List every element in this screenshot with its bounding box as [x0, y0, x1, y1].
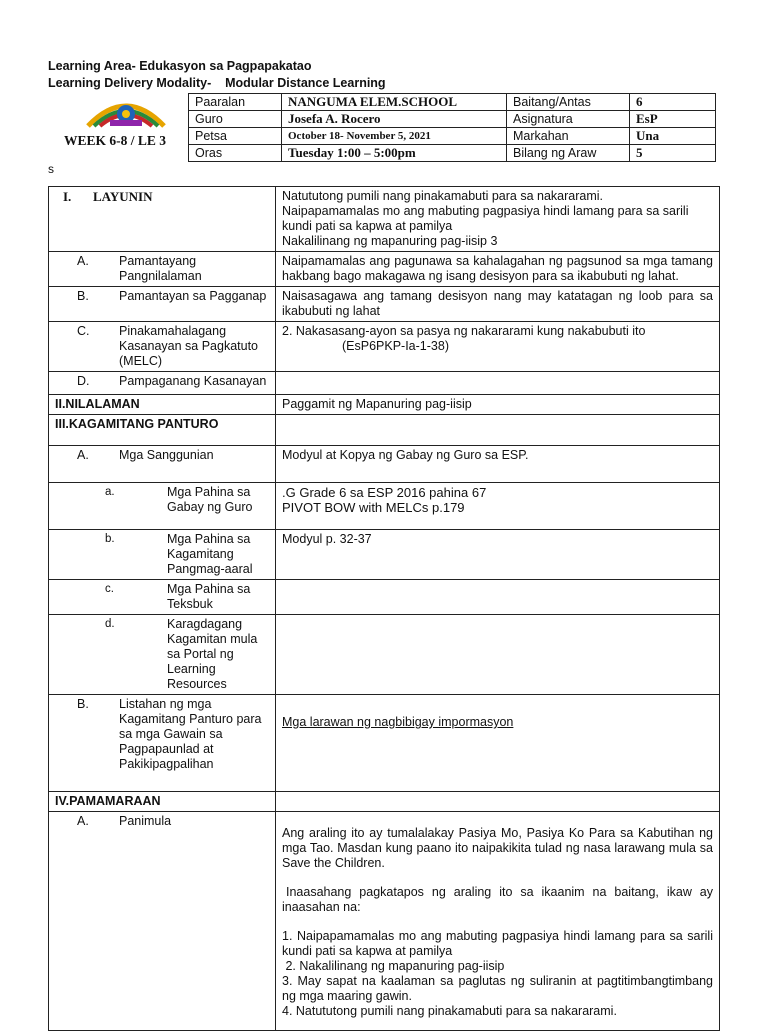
pamamaraan-title: IV.PAMAMARAAN — [49, 792, 276, 812]
melc-key: C. — [77, 324, 90, 338]
row-layunin — [49, 187, 720, 252]
learning-area-heading: Learning Area- Edukasyon sa Pagpapakatao — [48, 59, 312, 73]
value-paaralan: NANGUMA ELEM.SCHOOL — [282, 94, 507, 111]
pampaganang-key: D. — [77, 374, 90, 388]
label-paaralan: Paaralan — [189, 94, 282, 111]
layunin-line-1: Natututong pumili nang pinakamabuti para sa nakararami. — [282, 189, 604, 203]
row-nilalaman — [49, 395, 720, 415]
lesson-plan-table — [48, 186, 720, 1031]
stray-character: s — [48, 162, 54, 176]
pagganap-label: Pamantayan sa Pagganap — [119, 289, 267, 303]
panimula-label: Panimula — [119, 814, 172, 828]
row-sanggunian — [49, 446, 720, 483]
nilalaman-value: Paggamit ng Mapanuring pag-iisip — [276, 395, 720, 415]
listahan-label: Listahan ng mga Kagamitang Panturo para sa mga Gawain sa Pagpapaunlad at Pakikipagpalihan — [119, 697, 262, 771]
pagganap-key: B. — [77, 289, 89, 303]
portal-label: Karagdagang Kagamitan mula sa Portal ng Learning Resources — [167, 617, 258, 691]
label-bilang: Bilang ng Araw — [507, 145, 630, 162]
pangnilalaman-value: Naipamamalas ang pagunawa sa kahalagahan ng pagsunod sa mga tamang hakbang bago makagawa ng isang desisyon para sa ikabubuti ng lahat. — [276, 252, 720, 287]
pangmag-aaral-label: Mga Pahina sa Kagamitang Pangmag-aaral — [167, 532, 253, 576]
row-pamantayang-pangnilalaman — [49, 252, 720, 287]
panimula-list-item-1: 1. Naipapamamalas mo ang mabuting pagpasiya hindi lamang para sa sarili kundi pati sa kapwa at pamilya — [282, 929, 713, 958]
pagganap-value: Naisasagawa ang tamang desisyon nang may katatagan ng loob para sa ikabubuti ng lahat — [276, 287, 720, 322]
pangmag-aaral-value: Modyul p. 32-37 — [276, 530, 720, 580]
label-asignatura: Asignatura — [507, 111, 630, 128]
row-portal — [49, 615, 720, 695]
gabay-key: a. — [105, 486, 115, 498]
teksbuk-key: c. — [105, 583, 114, 595]
row-panimula — [49, 812, 720, 1031]
value-guro: Josefa A. Rocero — [282, 111, 507, 128]
week-label: WEEK 6-8 / LE 3 — [64, 133, 167, 148]
pampaganang-label: Pampaganang Kasanayan — [119, 374, 267, 388]
panimula-list-item-4: 4. Natututong pumili nang pinakamabuti para sa nakararami. — [282, 1004, 617, 1018]
layunin-title: LAYUNIN — [93, 189, 153, 204]
listahan-key: B. — [77, 697, 89, 711]
sanggunian-key: A. — [77, 448, 89, 462]
row-pamamaraan — [49, 792, 720, 812]
layunin-number: I. — [63, 189, 72, 204]
row-listahan — [49, 695, 720, 792]
info-row-paaralan — [189, 94, 716, 111]
label-baitang: Baitang/Antas — [507, 94, 630, 111]
info-row-oras — [189, 145, 716, 162]
row-pamantayan-pagganap — [49, 287, 720, 322]
value-asignatura: EsP — [630, 111, 716, 128]
label-petsa: Petsa — [189, 128, 282, 145]
sanggunian-label: Mga Sanggunian — [119, 448, 214, 462]
panimula-paragraph-1: Ang araling ito ay tumalalakay Pasiya Mo, Pasiya Ko Para sa Kabutihan ng mga Tao. Masdan kung paano ito naipakikita tulad ng nasa larawang mula sa Save the Children. — [282, 826, 713, 870]
delivery-modality-heading: Learning Delivery Modality- Modular Distance Learning — [48, 76, 386, 90]
row-pampaganang — [49, 372, 720, 395]
info-row-petsa — [189, 128, 716, 145]
sanggunian-value: Modyul at Kopya ng Gabay ng Guro sa ESP. — [276, 446, 720, 483]
teksbuk-value — [276, 580, 720, 615]
row-kagamitang-pangmag-aaral — [49, 530, 720, 580]
value-oras: Tuesday 1:00 – 5:00pm — [282, 145, 507, 162]
label-markahan: Markahan — [507, 128, 630, 145]
row-kagamitan — [49, 415, 720, 446]
value-petsa: October 18- November 5, 2021 — [282, 128, 507, 145]
teksbuk-label: Mga Pahina sa Teksbuk — [167, 582, 251, 611]
deped-logo-icon — [84, 92, 168, 130]
school-info-table — [188, 93, 716, 162]
layunin-line-3: Nakalilinang ng mapanuring pag-iisip 3 — [282, 234, 498, 248]
kagamitan-title: III.KAGAMITANG PANTURO — [49, 415, 276, 446]
panimula-key: A. — [77, 814, 89, 828]
pangmag-aaral-key: b. — [105, 533, 115, 545]
portal-value — [276, 615, 720, 695]
panimula-list-item-3: 3. May sapat na kaalaman sa paglutas ng suliranin at pagtitimbangtimbang ng mga maaring gawin. — [282, 974, 713, 1003]
melc-value-1: 2. Nakasasang-ayon sa pasya ng nakararami kung nakabubuti ito — [282, 324, 646, 338]
info-row-guro — [189, 111, 716, 128]
gabay-value-2: PIVOT BOW with MELCs p.179 — [282, 500, 465, 515]
panimula-paragraph-2: Inaasahang pagkatapos ng araling ito sa ikaanim na baitang, ikaw ay inaasahan na: — [282, 885, 713, 914]
label-guro: Guro — [189, 111, 282, 128]
layunin-line-2: Naipapamamalas mo ang mabuting pagpasiya hindi lamang para sa sarili kundi pati sa kapwa at pamilya — [282, 204, 689, 233]
label-oras: Oras — [189, 145, 282, 162]
melc-code: (EsP6PKP-Ia-1-38) — [342, 339, 449, 353]
portal-key: d. — [105, 618, 115, 630]
row-melc — [49, 322, 720, 372]
row-gabay-guro — [49, 483, 720, 530]
gabay-label: Mga Pahina sa Gabay ng Guro — [167, 485, 253, 514]
value-markahan: Una — [630, 128, 716, 145]
pangnilalaman-key: A. — [77, 254, 89, 268]
nilalaman-title: II.NILALAMAN — [49, 395, 276, 415]
value-bilang: 5 — [630, 145, 716, 162]
listahan-value: Mga larawan ng nagbibigay impormasyon — [282, 715, 514, 729]
melc-label: Pinakamahalagang Kasanayan sa Pagkatuto (MELC) — [119, 324, 258, 368]
pampaganang-value — [276, 372, 720, 395]
row-teksbuk — [49, 580, 720, 615]
gabay-value-1: .G Grade 6 sa ESP 2016 pahina 67 — [282, 485, 487, 500]
pangnilalaman-label: Pamantayang Pangnilalaman — [119, 254, 202, 283]
panimula-list-item-2: 2. Nakalilinang ng mapanuring pag-iisip — [282, 959, 505, 973]
value-baitang: 6 — [630, 94, 716, 111]
